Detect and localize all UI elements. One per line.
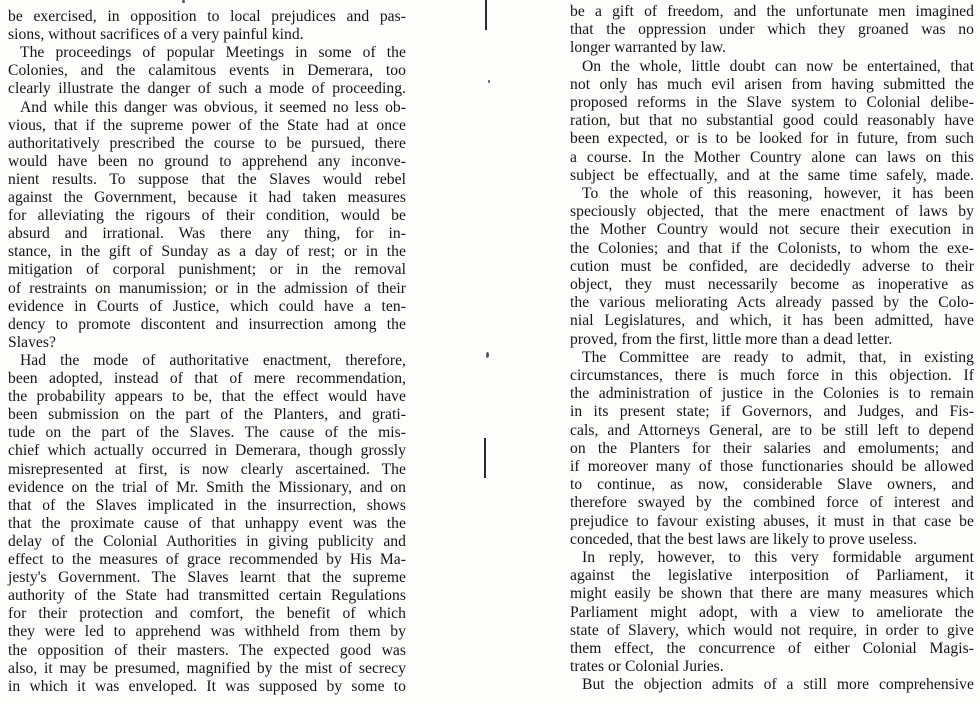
text-line: be exercised, in opposition to local prejudices and pas- (8, 8, 406, 25)
text-line: nial Legislatures, and which, it has been admitted, have (570, 312, 974, 330)
gutter-mark-top (485, 0, 487, 30)
text-line: the Mother Country would not secure their execution in (570, 221, 974, 239)
text-line: to continue, as now, considerable Slave owners, and (570, 476, 974, 494)
text-line: Had the mode of authoritative enactment, therefore, (20, 351, 406, 369)
text-line: tude on the part of the Slaves. The cause of the mis- (8, 424, 406, 442)
text-line: on the Planters for their salaries and emoluments; and (570, 439, 974, 457)
text-line: been adopted, instead of that of mere recommendation, (8, 370, 406, 387)
text-line: speciously objected, that the mere enactment of laws by (570, 203, 974, 221)
text-line: Parliament might adopt, with a view to ameliorate the (570, 603, 974, 621)
text-line: nient results. To suppose that the Slaves would rebel (8, 170, 406, 188)
print-speck (488, 80, 490, 83)
text-line: that the proximate cause of that unhappy event was the (8, 514, 406, 532)
gutter-mark-middle (484, 438, 486, 478)
text-line: misrepresented at first, is now clearly ascertained. The (8, 460, 406, 478)
text-line: sions, without sacrifices of a very painful kind. (8, 26, 304, 44)
text-line: that the oppression under which they groaned was no (570, 21, 974, 39)
text-line: proposed reforms in the Slave system to Colonial delibe- (570, 94, 974, 111)
text-line: in which it was enveloped. It was supposed by some to (8, 677, 406, 695)
text-line: cution must be confided, are decidedly adverse to their (570, 257, 974, 275)
text-line: In reply, however, to this very formidable argument (582, 549, 974, 566)
text-line: in its present state; if Governors, and Judges, and Fis- (570, 403, 974, 421)
text-line: been submission on the part of the Planters, and grati- (8, 406, 406, 424)
text-line: for their protection and comfort, the benefit of which (8, 605, 406, 623)
text-line: not only has much evil arisen from having submitted the (570, 75, 974, 93)
text-line: that of the Slaves implicated in the insurrection, shows (8, 496, 406, 514)
text-line: evidence in Courts of Justice, which could have a ten- (8, 297, 406, 315)
text-line: the administration of justice in the Colonies is to remain (570, 385, 974, 403)
text-line: the Colonies; and that if the Colonists, to whom the exe- (570, 239, 974, 257)
text-line: authoritatively prescribed the course to be pursued, there (8, 134, 406, 152)
text-line: ration, but that no substantial good could reasonably have (570, 112, 974, 130)
text-line: But the objection admits of a still more comprehensive (582, 676, 974, 694)
text-line: been expected, or is to be looked for in future, from such (570, 130, 974, 148)
text-line: clearly illustrate the danger of such a mode of proceeding. (8, 80, 406, 98)
text-line: the probability appears to be, that the effect would have (8, 388, 406, 406)
text-line: for alleviating the rigours of their condition, would be (8, 207, 406, 225)
text-line: trates or Colonial Juries. (570, 658, 724, 676)
text-line: therefore swayed by the combined force of interest and (570, 494, 974, 512)
text-line: The proceedings of popular Meetings in some of the (20, 44, 406, 62)
text-line: authority of the State had transmitted certain Regulations (8, 587, 406, 605)
text-line: conceded, that the best laws are likely to prove useless. (570, 530, 918, 548)
text-line: they were led to apprehend was withheld from them by (8, 623, 406, 641)
text-line: mitigation of corporal punishment; or in the removal (8, 261, 406, 279)
text-line: object, they must necessarily become as inoperative as (570, 276, 974, 293)
text-line: vious, that if the supreme power of the State had at once (8, 116, 406, 134)
text-line: dency to promote discontent and insurrection among the (8, 315, 406, 333)
text-line: effect to the measures of grace recommended by His Ma- (8, 551, 406, 568)
text-line: against the legislative interposition of Parliament, it (570, 567, 974, 585)
text-line: be a gift of freedom, and the unfortunate men imagined (570, 3, 974, 20)
text-line: prejudice to favour existing abuses, it must in that case be (570, 512, 974, 530)
text-line: state of Slavery, which would not require, in order to give (570, 621, 974, 639)
text-line: would have been no ground to apprehend any inconve- (8, 152, 406, 170)
text-line: And while this danger was obvious, it seemed no less ob- (20, 98, 406, 116)
text-line: Slaves? (8, 333, 56, 351)
text-line: them effect, the concurrence of either Colonial Magis- (570, 640, 974, 657)
text-line: a course. In the Mother Country alone can laws on this (570, 148, 974, 166)
text-line: the various meliorating Acts already passed by the Colo- (570, 294, 974, 312)
text-line: To the whole of this reasoning, however, it has been (582, 185, 974, 202)
text-line: proved, from the first, little more than a dead letter. (570, 330, 893, 348)
text-line: absurd and irrational. Was there any thing, for in- (8, 225, 406, 243)
text-line: cals, and Attorneys General, are to be still left to depend (570, 421, 974, 439)
text-line: Colonies, and the calamitous events in Demerara, too (8, 62, 406, 80)
text-line: of restraints on manumission; or in the admission of their (8, 279, 406, 297)
text-line: if moreover many of those functionaries should be allowed (570, 458, 974, 475)
text-line: delay of the Colonial Authorities in giving publicity and (8, 532, 406, 550)
text-line: against the Government, because it had taken measures (8, 189, 406, 206)
text-line: jesty's Government. The Slaves learnt that the supreme (8, 569, 406, 587)
text-line: the opposition of their masters. The expected good was (8, 641, 406, 659)
text-line: subject be effectually, and at the same time safely, made. (570, 166, 974, 184)
text-line: On the whole, little doubt can now be entertained, that (582, 57, 974, 75)
text-line: longer warranted by law. (570, 39, 727, 57)
text-line: also, it may be presumed, magnified by the mist of secrecy (8, 659, 406, 677)
text-line: circumstances, there is much force in this objection. If (570, 367, 974, 384)
print-speck (486, 352, 489, 358)
text-line: The Committee are ready to admit, that, in existing (582, 348, 974, 366)
text-line: might easily be shown that there are many measures which (570, 585, 974, 603)
text-line: evidence on the trial of Mr. Smith the Missionary, and on (8, 478, 406, 496)
print-speck (182, 0, 185, 3)
text-line: stance, in the gift of Sunday as a day of rest; or in the (8, 243, 406, 261)
text-line: chief which actually occurred in Demerara, though grossly (8, 442, 406, 460)
